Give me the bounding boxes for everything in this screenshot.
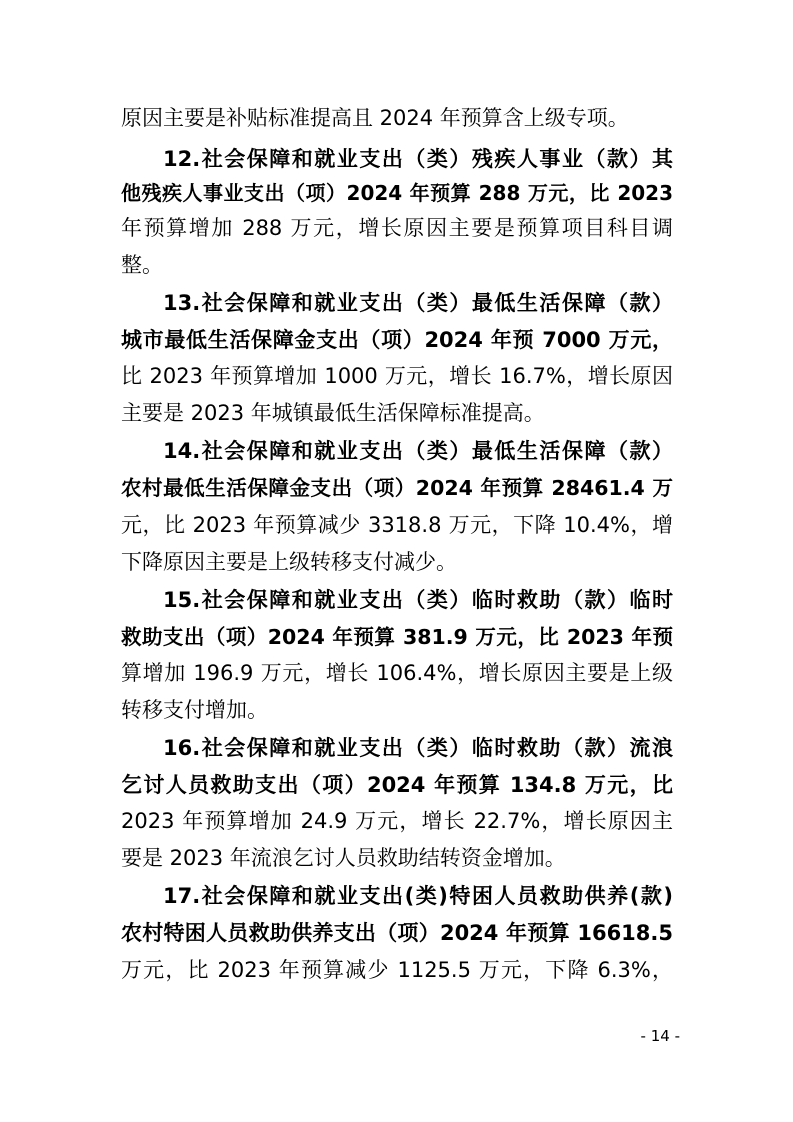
item-14-heading-line: 14.社会保障和就业支出（类）最低生活保障（款）: [163, 439, 673, 463]
item-13-text-line: 城市最低生活保障金支出（项）2024 年预 7000 万元，: [121, 328, 673, 352]
item-13-text-line: 比 2023 年预算增加 1000 万元，增长 16.7%，增长原因: [121, 364, 673, 388]
item-15-text-line: 转移支付增加。: [121, 698, 268, 722]
item-15-text-line: 算增加 196.9 万元，增长 106.4%，增长原因主要是上级: [121, 661, 673, 685]
item-16-text-line: 要是 2023 年流浪乞讨人员救助结转资金增加。: [121, 846, 566, 870]
item-15-text-line: 救助支出（项）2024 年预算 381.9 万元，比 2023 年预: [121, 625, 673, 649]
item-16-text-line: 2023 年预算增加 24.9 万元，增长 22.7%，增长原因主: [121, 809, 673, 833]
item-14-text-line: 农村最低生活保障金支出（项）2024 年预算 28461.4 万: [121, 476, 673, 500]
item-14-text-line: 下降原因主要是上级转移支付减少。: [121, 550, 457, 574]
text-line: 原因主要是补贴标准提高且 2024 年预算含上级专项。: [121, 106, 629, 130]
page-number: - 14 -: [640, 1027, 680, 1045]
item-14-text-line: 元，比 2023 年预算减少 3318.8 万元，下降 10.4%，增: [121, 513, 673, 537]
item-17-text-line: 万元，比 2023 年预算减少 1125.5 万元，下降 6.3%，: [121, 958, 673, 982]
item-13-heading-line: 13.社会保障和就业支出（类）最低生活保障（款）: [163, 291, 673, 315]
item-15-heading-line: 15.社会保障和就业支出（类）临时救助（款）临时: [163, 588, 673, 612]
item-17-text-line: 农村特困人员救助供养支出（项）2024 年预算 16618.5: [121, 921, 673, 945]
item-12-text-line: 他残疾人事业支出（项）2024 年预算 288 万元，比 2023: [121, 181, 673, 205]
item-17-heading-line: 17.社会保障和就业支出(类)特困人员救助供养(款): [163, 884, 673, 908]
item-16-text-line: 乞讨人员救助支出（项）2024 年预算 134.8 万元，比: [121, 773, 673, 797]
item-12-heading-line: 12.社会保障和就业支出（类）残疾人事业（款）其: [163, 147, 673, 171]
item-16-heading-line: 16.社会保障和就业支出（类）临时救助（款）流浪: [163, 736, 673, 760]
item-12-text-line: 整。: [121, 253, 163, 277]
item-13-text-line: 主要是 2023 年城镇最低生活保障标准提高。: [121, 401, 545, 425]
item-12-text-line: 年预算增加 288 万元，增长原因主要是预算项目科目调: [121, 216, 673, 240]
